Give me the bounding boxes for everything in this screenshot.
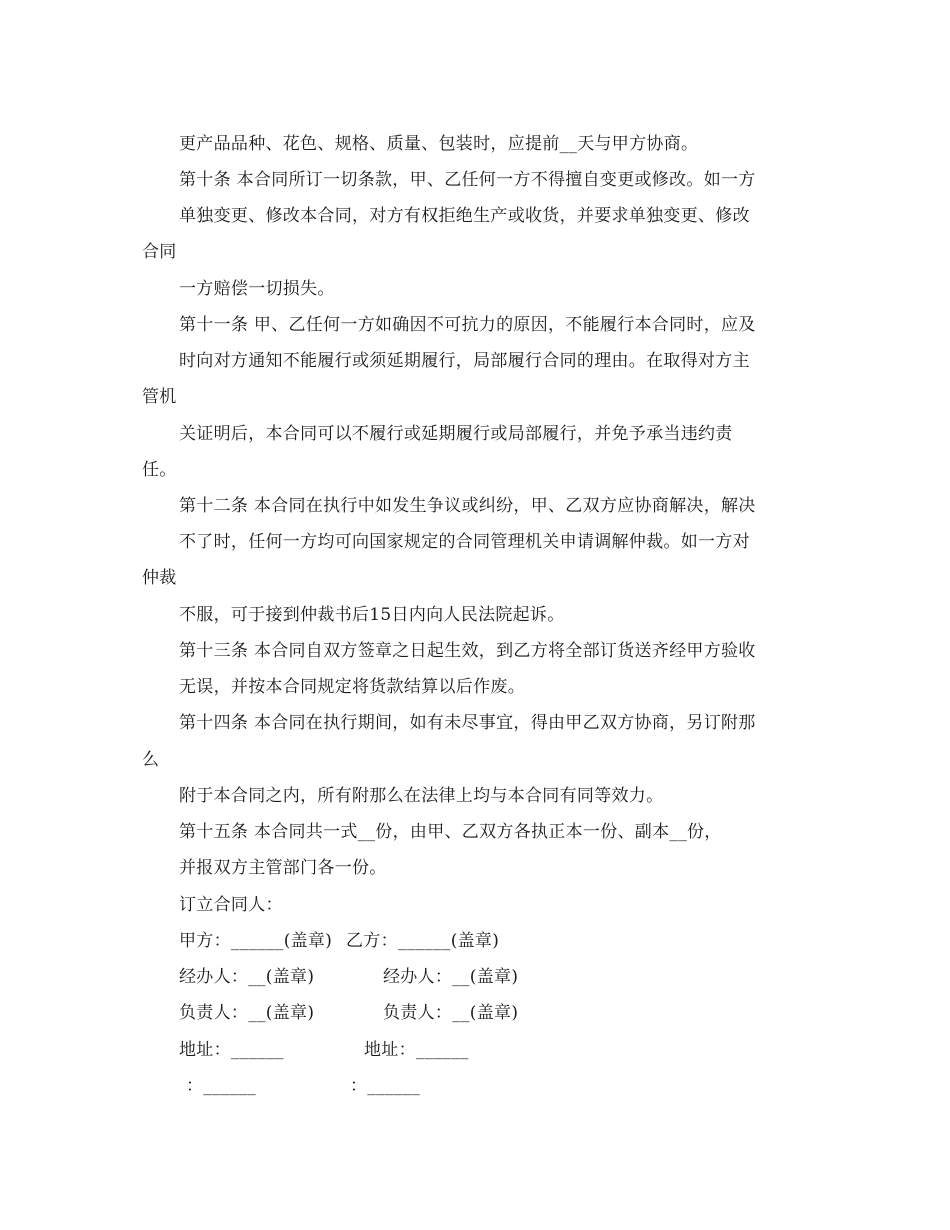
agent-a: 经办人：__(盖章) xyxy=(179,967,315,987)
text-line: 第十四条 本合同在执行期间，如有未尽事宜，得由甲乙双方协商，另订附那 xyxy=(179,713,756,733)
text-line: 时向对方通知不能履行或须延期履行，局部履行合同的理由。在取得对方主 xyxy=(179,351,750,371)
text-line: 么 xyxy=(142,750,160,770)
text-line: 合同 xyxy=(142,242,177,262)
text-line: 更产品品种、花色、规格、质量、包装时，应提前__天与甲方协商。 xyxy=(179,134,699,154)
text-line: 不了时，任何一方均可向国家规定的合同管理机关申请调解仲裁。如一方对 xyxy=(179,532,750,552)
responsible-a: 负责人：__(盖章) xyxy=(179,1003,315,1023)
text-line: 第十三条 本合同自双方签章之日起生效，到乙方将全部订货送齐经甲方验收 xyxy=(179,641,756,661)
text-line: 并报双方主管部门各一份。 xyxy=(179,858,387,878)
signatories-heading: 订立合同人： xyxy=(179,895,283,915)
text-line: 第十二条 本合同在执行中如发生争议或纠纷，甲、乙双方应协商解决，解决 xyxy=(179,496,756,516)
text-line: 第十条 本合同所订一切条款，甲、乙任何一方不得擅自变更或修改。如一方 xyxy=(179,170,756,190)
responsible-b: 负责人：__(盖章) xyxy=(383,1003,519,1023)
text-line: 任。 xyxy=(142,460,177,480)
text-line: 第十一条 甲、乙任何一方如确因不可抗力的原因，不能履行本合同时，应及 xyxy=(179,315,756,335)
text-line: 管机 xyxy=(142,387,177,407)
text-line: 附于本合同之内，所有附那么在法律上均与本合同有同等效力。 xyxy=(179,786,664,806)
address-a: 地址：______ xyxy=(179,1040,284,1060)
text-line: 关证明后，本合同可以不履行或延期履行或局部履行，并免予承当违约责 xyxy=(179,424,733,444)
phone-a: ：______ xyxy=(186,1076,257,1096)
agent-b: 经办人：__(盖章) xyxy=(383,967,519,987)
address-b: 地址：______ xyxy=(364,1040,469,1060)
text-line: 仲裁 xyxy=(142,568,177,588)
party-b-seal: 乙方：______(盖章) xyxy=(346,931,500,951)
text-line: 第十五条 本合同共一式__份，由甲、乙双方各执正本一份、副本__份， xyxy=(179,822,722,842)
text-line: 一方赔偿一切损失。 xyxy=(179,279,335,299)
party-a-seal: 甲方：______(盖章) xyxy=(179,931,333,951)
text-line: 单独变更、修改本合同，对方有权拒绝生产或收货，并要求单独变更、修改 xyxy=(179,206,750,226)
phone-b: ：______ xyxy=(350,1076,421,1096)
text-line: 无误，并按本合同规定将货款结算以后作废。 xyxy=(179,677,525,697)
text-line: 不服，可于接到仲裁书后15日内向人民法院起诉。 xyxy=(179,605,565,625)
